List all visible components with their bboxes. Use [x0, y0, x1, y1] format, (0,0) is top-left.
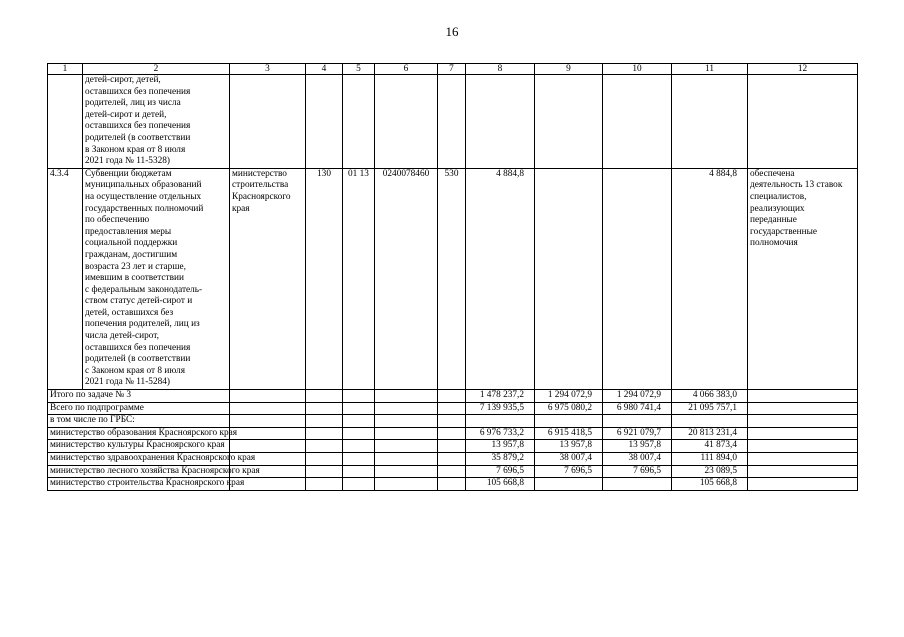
- summary-amount: 20 813 231,4: [672, 427, 748, 440]
- summary-amount: [603, 478, 672, 491]
- column-number: 9: [535, 64, 603, 75]
- summary-amount: 1 478 237,2: [466, 390, 535, 403]
- summary-amount: [603, 415, 672, 428]
- summary-amount: 6 980 741,4: [603, 402, 672, 415]
- summary-amount: 38 007,4: [535, 453, 603, 466]
- item-csr: 0240078460: [375, 168, 438, 389]
- column-number: 2: [83, 64, 230, 75]
- column-number: 4: [306, 64, 343, 75]
- item-grbs-code: 130: [306, 168, 343, 389]
- summary-row: [48, 440, 858, 453]
- summary-label: министерство здравоохранения Красноярского края: [48, 453, 230, 466]
- summary-amount: 13 957,8: [603, 440, 672, 453]
- summary-amount: 7 696,5: [603, 465, 672, 478]
- summary-amount: 38 007,4: [603, 453, 672, 466]
- summary-label: в том числе по ГРБС:: [48, 415, 230, 428]
- summary-amount: [672, 415, 748, 428]
- summary-amount: 13 957,8: [535, 440, 603, 453]
- summary-amount: 7 696,5: [466, 465, 535, 478]
- column-number-row: [48, 64, 858, 75]
- summary-amount: 105 668,8: [672, 478, 748, 491]
- summary-amount: 1 294 072,9: [603, 390, 672, 403]
- summary-amount: 13 957,8: [466, 440, 535, 453]
- summary-amount: 6 976 733,2: [466, 427, 535, 440]
- item-amount-y1: 4 884,8: [466, 168, 535, 389]
- item-rzpr: 01 13: [343, 168, 375, 389]
- item-vr: 530: [438, 168, 466, 389]
- summary-amount: 6 915 418,5: [535, 427, 603, 440]
- summary-amount: [535, 415, 603, 428]
- column-number: 7: [438, 64, 466, 75]
- summary-label: Итого по задаче № 3: [48, 390, 230, 403]
- summary-label: Всего по подпрограмме: [48, 402, 230, 415]
- column-number: 1: [48, 64, 83, 75]
- summary-amount: [535, 478, 603, 491]
- item-name: Субвенции бюджетам муниципальных образований на осуществление отдельных государственных полномочий по обеспечению предоставления меры социальной поддержки гражданам, достигшим возраста 23 лет и старше, имевшим в соответствии с федеральным законодатель- ством статус детей-сирот и детей, оставшихся без попечения родителей, лиц из числа детей-сирот, оставшихся без попечения родителей (в соответствии с Законом края от 8 июля 2021 года № 11-5284): [83, 168, 230, 389]
- summary-row: [48, 478, 858, 491]
- continuation-text: детей-сирот, детей, оставшихся без попечения родителей, лиц из числа детей-сирот и детей, оставшихся без попечения родителей (в соответствии в Законом края от 8 июля 2021 года № 11-5328): [83, 75, 230, 169]
- column-number: 12: [748, 64, 858, 75]
- item-number: 4.3.4: [48, 168, 83, 389]
- summary-amount: 23 089,5: [672, 465, 748, 478]
- summary-row: [48, 453, 858, 466]
- summary-amount: 35 879,2: [466, 453, 535, 466]
- summary-amount: 1 294 072,9: [535, 390, 603, 403]
- summary-amount: 4 066 383,0: [672, 390, 748, 403]
- summary-row: [48, 390, 858, 403]
- page-number: 16: [445, 24, 459, 39]
- summary-label: министерство культуры Красноярского края: [48, 440, 230, 453]
- item-amount-total: 4 884,8: [672, 168, 748, 389]
- column-number: 5: [343, 64, 375, 75]
- summary-label: министерство строительства Красноярского края: [48, 478, 230, 491]
- column-number: 8: [466, 64, 535, 75]
- column-number: 3: [230, 64, 306, 75]
- summary-amount: 111 894,0: [672, 453, 748, 466]
- summary-amount: 21 095 757,1: [672, 402, 748, 415]
- column-number: 10: [603, 64, 672, 75]
- summary-amount: 6 921 079,7: [603, 427, 672, 440]
- budget-table: [47, 63, 858, 491]
- item-amount-y2: [535, 168, 603, 389]
- summary-amount: 41 873,4: [672, 440, 748, 453]
- summary-amount: 7 139 935,5: [466, 402, 535, 415]
- item-amount-y3: [603, 168, 672, 389]
- summary-amount: [466, 415, 535, 428]
- item-grbs: министерство строительства Красноярского края: [230, 168, 306, 389]
- summary-row: [48, 402, 858, 415]
- summary-row: [48, 427, 858, 440]
- column-number: 6: [375, 64, 438, 75]
- summary-row: [48, 465, 858, 478]
- summary-label: министерство образования Красноярского края: [48, 427, 230, 440]
- summary-amount: 105 668,8: [466, 478, 535, 491]
- summary-label: министерство лесного хозяйства Красноярского края: [48, 465, 230, 478]
- item-row: [48, 168, 858, 389]
- summary-amount: 6 975 080,2: [535, 402, 603, 415]
- continuation-row: [48, 75, 858, 169]
- summary-row: [48, 415, 858, 428]
- item-result: обеспечена деятельность 13 ставок специалистов, реализующих переданные государственные полномочия: [748, 168, 858, 389]
- summary-amount: 7 696,5: [535, 465, 603, 478]
- column-number: 11: [672, 64, 748, 75]
